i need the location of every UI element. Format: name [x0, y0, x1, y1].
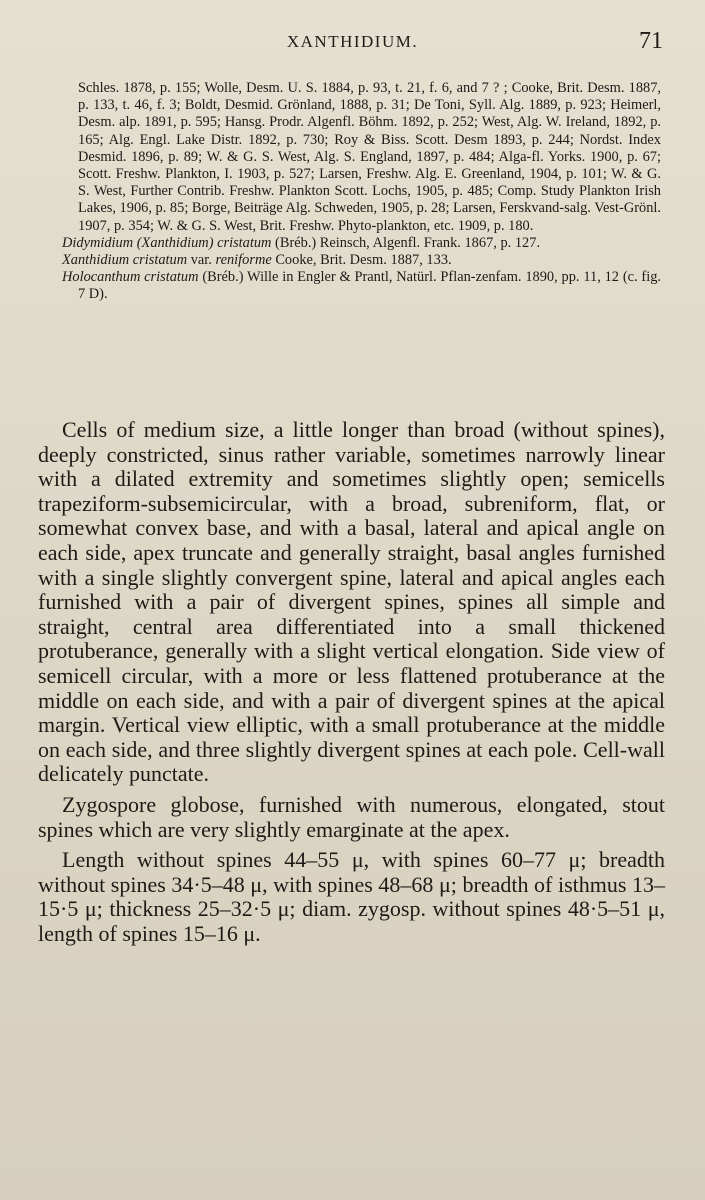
synonym-entry: [62, 252, 661, 269]
synonym-name: Xanthidium cristatum: [62, 252, 188, 269]
cell-description-paragraph: Cells of medium size, a little longer than broad (without spines), deeply constricted, sinus rather variable, sometimes narrowly linear with a dilated extremity and sometimes slightly open; semicells trapeziform-subsemicircular, with a broad, subreniform, flat, or somewhat convex base, and with a basal, lateral and apical angle on each side, apex truncate and generally straight, basal angles furnished with a single slightly convergent spine, lateral and apical angles each furnished with a pair of divergent spines, spines all simple and straight, central area differentiated into a small thickened protuberance, generally with a slight vertical elongation. Side view of semicell circular, with a more or less flattened protuberance at the middle on each side, and with a pair of divergent spines at the apical margin. Vertical view elliptic, with a small protuberance at the middle on each side, and three slightly divergent spines at each pole. Cell-wall delicately punctate.: [38, 417, 665, 787]
synonymy-block: [62, 80, 661, 304]
synonym-entry: [62, 235, 661, 252]
zygospore-paragraph: Zygospore globose, furnished with numerous, elongated, stout spines which are very slightly emarginate at the apex.: [38, 791, 665, 842]
measurements-paragraph: Length without spines 44–55 μ, with spines 60–77 μ; breadth without spines 34·5–48 μ, with spines 48–68 μ; breadth of isthmus 13–15·5 μ; thickness 25–32·5 μ; diam. zygosp. without spines 48·5–51 μ, length of spines 15–16 μ.: [38, 847, 665, 946]
synonym-reference: Cooke, Brit. Desm. 1887, 133.: [271, 252, 452, 269]
synonym-variety-prefix: var.: [187, 252, 216, 269]
page-number: 71: [639, 28, 663, 54]
synonym-name: Holocanthum cristatum: [62, 269, 199, 286]
species-description: [38, 418, 665, 952]
synonym-entry: [62, 269, 661, 303]
synonym-variety: reniforme: [215, 252, 272, 269]
synonymy-references: Schles. 1878, p. 155; Wolle, Desm. U. S. 1884, p. 93, t. 21, f. 6, and 7 ? ; Cooke, Brit. Desm. 1887, p. 133, t. 46, f. 3; Boldt, Desmid. Grönland, 1888, p. 31; De Toni, Syll. Alg. 1889, p. 923; Heimerl, Desm. alp. 1891, p. 595; Hansg. Prodr. Algenfl. Böhm. 1892, p. 252; West, Alg. W. Ireland, 1892, p. 165; Alg. Engl. Lake Distr. 1892, p. 730; Roy & Biss. Scott. Desm 1893, p. 244; Nordst. Index Desmid. 1896, p. 89; W. & G. S. West, Alg. S. England, 1897, p. 484; Alga-fl. Yorks. 1900, p. 67; Scott. Freshw. Plankton, I. 1903, p. 527; Larsen, Freshw. Alg. E. Greenland, 1904, p. 101; W. & G. S. West, Further Contrib. Freshw. Plankton Scott. Lochs, 1905, p. 485; Comp. Study Plankton Irish Lakes, 1906, p. 85; Borge, Beiträge Alg. Schweden, 1905, p. 28; Larsen, Ferskvand-salg. Vest-Grönl. 1907, p. 354; W. & G. S. West, Brit. Freshw. Phyto-plankton, etc. 1909, p. 180.: [78, 80, 661, 234]
synonym-reference: (Bréb.) Wille in Engler & Prantl, Natürl. Pflan-zenfam. 1890, pp. 11, 12 (c. fig. 7 D).: [78, 269, 661, 303]
synonym-reference: (Bréb.) Reinsch, Algenfl. Frank. 1867, p. 127.: [271, 234, 541, 251]
running-title: XANTHIDIUM.: [286, 32, 419, 51]
synonym-name: Didymidium (Xanthidium) cristatum: [62, 234, 272, 251]
